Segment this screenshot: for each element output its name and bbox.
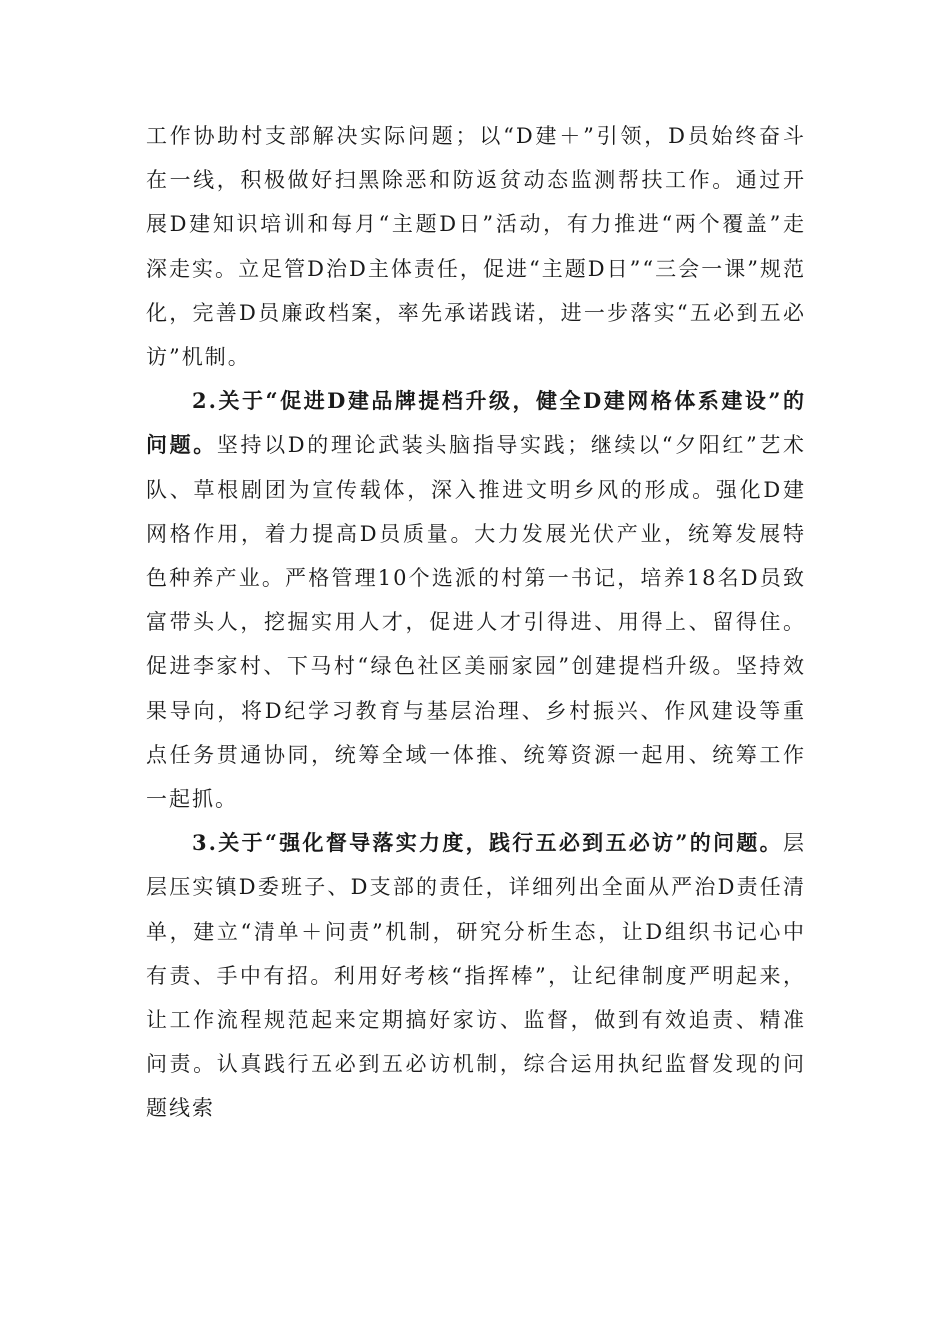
paragraph-item-3 <box>146 821 806 1130</box>
paragraph-continuation <box>146 114 806 379</box>
item-3-heading: 3.关于“强化督导落实力度，践行五必到五必访”的问题。 <box>192 830 783 856</box>
paragraph-item-2 <box>146 379 806 821</box>
item-2-text: 坚持以D的理论武装头脑指导实践；继续以“夕阳红”艺术队、草根剧团为宣传载体，深入推进文明乡风的形成。强化D建网格作用，着力提高D员质量。大力发展光伏产业，统筹发展特色种养产业。严格管理10个选派的村第一书记，培养18名D员致富带头人，挖掘实用人才，促进人才引得进、用得上、留得住。促进李家村、下马村“绿色社区美丽家园”创建提档升级。坚持效果导向，将D纪学习教育与基层治理、乡村振兴、作风建设等重点任务贯通协同，统筹全域一体推、统筹资源一起用、统筹工作一起抓。 <box>146 433 807 812</box>
item-2-heading: 2.关于“促进D建品牌提档升级，健全D建网格体系建设”的问题。 <box>146 388 806 458</box>
paragraph-text: 工作协助村支部解决实际问题；以“D建＋”引领，D员始终奋斗在一线，积极做好扫黑除恶和防返贫动态监测帮扶工作。通过开展D建知识培训和每月“主题D日”活动，有力推进“两个覆盖”走深走实。立足管D治D主体责任，促进“主题D日”“三会一课”规范化，完善D员廉政档案，率先承诺践诺，进一步落实“五必到五必访”机制。 <box>146 124 806 370</box>
item-3-text: 层层压实镇D委班子、D支部的责任，详细列出全面从严治D责任清单，建立“清单＋问责”机制，研究分析生态，让D组织书记心中有责、手中有招。利用好考核“指挥棒”，让纪律制度严明起来，让工作流程规范起来定期搞好家访、监督，做到有效追责、精准问责。认真践行五必到五必访机制，综合运用执纪监督发现的问题线索 <box>146 831 806 1121</box>
document-page <box>146 114 806 1131</box>
